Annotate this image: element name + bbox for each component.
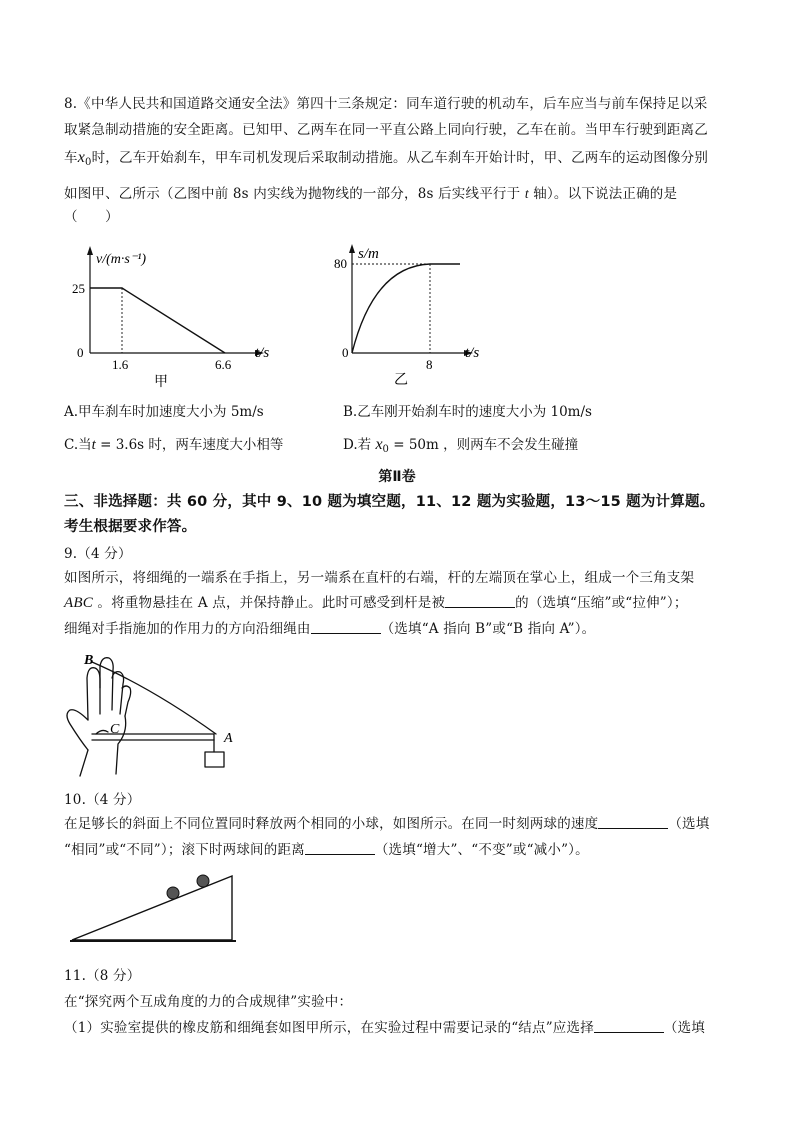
graph-yi-displacement-curve <box>352 264 460 353</box>
incline-slope <box>72 876 232 940</box>
hand-figure-label-a: A <box>224 731 233 746</box>
graph-jia <box>60 238 300 388</box>
hand-figure-label-c: C <box>110 722 120 737</box>
q10-blank-2[interactable] <box>305 842 375 855</box>
graph-yi <box>330 236 500 386</box>
q9-line-3: 细绳对手指施加的作用力的方向沿细绳由 （选填“A 指向 B”或“B 指向 A”）。 <box>64 621 596 637</box>
q8-option-d: D.若 $x_0 = 50m$ ，则两车不会发生碰撞 <box>343 436 579 455</box>
graph-jia-velocity-line <box>90 288 225 353</box>
graph-yi-origin: 0 <box>342 345 349 360</box>
q11-blank-1[interactable] <box>594 1020 664 1033</box>
q10-line-1: 在足够长的斜面上不同位置同时释放两个相同的小球，如图所示。在同一时刻两球的速度 （选填 <box>64 816 710 832</box>
graph-yi-x-tick: 8 <box>426 357 433 372</box>
incline-figure <box>66 866 246 946</box>
graph-yi-y-tick: 80 <box>334 256 347 271</box>
q10-heading: 10.（4 分） <box>64 792 141 808</box>
section-title: 第Ⅱ卷 <box>378 469 416 485</box>
ball-1 <box>167 887 179 899</box>
graph-yi-caption: 乙 <box>394 373 408 386</box>
q8-line-2: 取紧急制动措施的安全距离。已知甲、乙两车在同一平直公路上同向行驶，乙车在前。当甲车行驶到距离乙 <box>64 122 708 138</box>
q9-line-1: 如图所示，将细绳的一端系在手指上，另一端系在直杆的右端，杆的左端顶在掌心上，组成一个三角支架 <box>64 570 695 586</box>
q8-answer-bracket: （ ） <box>64 209 119 225</box>
graph-jia-y-tick: 25 <box>72 281 85 296</box>
graph-jia-ylabel: v/(m·s⁻¹) <box>96 252 147 267</box>
q8-option-c: C.当t = 3.6s 时，两车速度大小相等 <box>64 437 284 453</box>
graph-jia-x-tick-2: 6.6 <box>215 357 232 372</box>
graph-jia-xlabel: t/s <box>255 345 270 361</box>
section-instructions-1: 三、非选择题：共 60 分，其中 9、10 题为填空题，11、12 题为实验题，13～15 题为计算题。 <box>64 494 715 510</box>
ball-2 <box>197 875 209 887</box>
graph-yi-ylabel: s/m <box>358 246 379 262</box>
graph-jia-x-tick-1: 1.6 <box>112 357 129 372</box>
q8-line-4: 如图甲、乙所示（乙图中前 8s 内实线为抛物线的一部分，8s 后实线平行于 t 轴）。以下说法正确的是 <box>64 186 678 202</box>
graph-jia-caption: 甲 <box>154 375 168 388</box>
q11-heading: 11.（8 分） <box>64 968 141 984</box>
q10-blank-1[interactable] <box>598 816 668 829</box>
hand-tripod-figure <box>62 648 242 778</box>
q9-blank-1[interactable] <box>445 595 515 608</box>
hand-figure-label-b: B <box>84 653 94 668</box>
q11-line-2: （1）实验室提供的橡皮筋和细绳套如图甲所示，在实验过程中需要记录的“结点”应选择 （选填 <box>64 1020 706 1036</box>
q8-line-3: 车$x_0$时，乙车开始刹车，甲车司机发现后采取制动措施。从乙车刹车开始计时，甲、乙两车的运动图像分别 <box>64 149 709 168</box>
q10-line-2: “相同”或“不同”）；滚下时两球间的距离 （选填“增大”、“不变”或“减小”）。 <box>64 842 589 858</box>
q11-line-1: 在“探究两个互成角度的力的合成规律”实验中： <box>64 994 353 1010</box>
graph-jia-origin: 0 <box>77 345 84 360</box>
q8-option-b: B.乙车刚开始刹车时的速度大小为 10m/s <box>343 404 592 420</box>
q9-heading: 9.（4 分） <box>64 546 132 562</box>
section-instructions-2: 考生根据要求作答。 <box>64 519 197 535</box>
graph-yi-xlabel: t/s <box>465 345 480 361</box>
q9-line-2: ABC 。将重物悬挂在 A 点，并保持静止。此时可感受到杆是被 的（选填“压缩”或“拉伸”）； <box>64 595 688 611</box>
q8-line-1: 8.《中华人民共和国道路交通安全法》第四十三条规定：同车道行驶的机动车，后车应当与前车保持足以采 <box>64 96 708 112</box>
q9-blank-2[interactable] <box>311 621 381 634</box>
q8-option-a: A.甲车刹车时加速度大小为 5m/s <box>64 404 264 420</box>
